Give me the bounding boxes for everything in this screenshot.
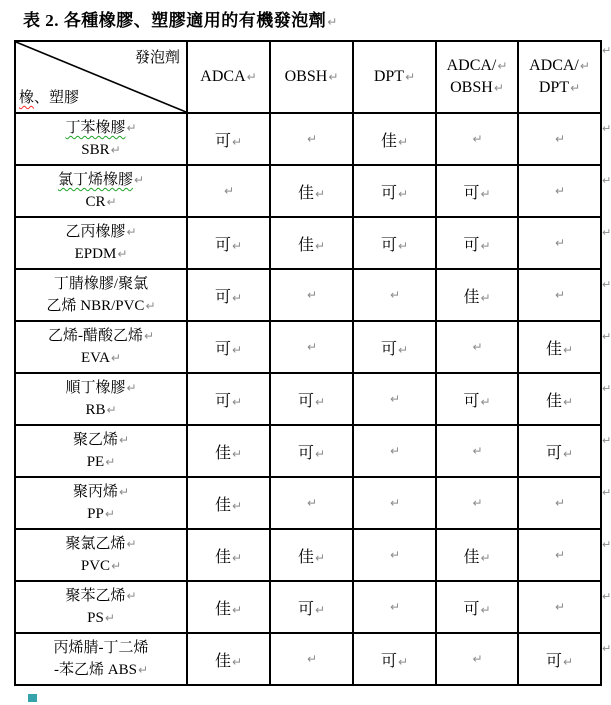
text-line bbox=[16, 481, 186, 503]
text-line-content: 聚苯乙烯 bbox=[65, 588, 126, 604]
suitability-value: 佳 bbox=[214, 444, 231, 462]
text-line bbox=[519, 77, 600, 99]
paragraph-mark: ↵ bbox=[480, 394, 491, 409]
suitability-cell bbox=[436, 269, 518, 321]
paragraph-mark: ↵ bbox=[554, 496, 566, 510]
paragraph-mark: ↵ bbox=[106, 195, 117, 209]
paragraph-mark: ↵ bbox=[306, 652, 318, 666]
suitability-cell bbox=[187, 217, 270, 269]
suitability-value: 可 bbox=[214, 288, 231, 306]
suitability-value: 佳 bbox=[297, 548, 314, 566]
suitability-cell bbox=[353, 165, 436, 217]
row-end-mark: ↵ bbox=[602, 642, 611, 655]
suitability-cell bbox=[518, 217, 601, 269]
table-row bbox=[15, 477, 601, 529]
suitability-cell bbox=[187, 113, 270, 165]
suitability-cell bbox=[436, 477, 518, 529]
paragraph-mark: ↵ bbox=[314, 602, 326, 617]
suitability-cell bbox=[436, 529, 518, 581]
paragraph-mark: ↵ bbox=[314, 238, 326, 253]
text-line-content: PVC bbox=[80, 558, 111, 574]
paragraph-mark: ↵ bbox=[133, 173, 145, 187]
paragraph-mark: ↵ bbox=[231, 394, 243, 409]
paragraph-mark: ↵ bbox=[126, 225, 137, 239]
paragraph-mark: ↵ bbox=[389, 392, 401, 406]
paragraph-mark: ↵ bbox=[231, 498, 243, 513]
text-line-content: 丙烯腈-丁二烯 bbox=[53, 640, 149, 656]
paragraph-mark: ↵ bbox=[118, 433, 130, 447]
material-name-cell bbox=[15, 529, 187, 581]
suitability-cell bbox=[436, 321, 518, 373]
material-name-cell bbox=[15, 633, 187, 685]
suitability-value: 佳 bbox=[214, 548, 231, 566]
table-row bbox=[15, 321, 601, 373]
header-row bbox=[15, 41, 601, 113]
table-row bbox=[15, 633, 601, 685]
paragraph-mark: ↵ bbox=[306, 340, 318, 354]
suitability-cell bbox=[518, 633, 601, 685]
suitability-cell bbox=[518, 113, 601, 165]
suitability-value: 可 bbox=[463, 184, 480, 202]
paragraph-mark: ↵ bbox=[480, 550, 491, 565]
suitability-cell bbox=[518, 529, 601, 581]
column-header-cell bbox=[187, 41, 270, 113]
suitability-value: 佳 bbox=[214, 600, 231, 618]
suitability-value: 可 bbox=[380, 340, 397, 358]
paragraph-mark: ↵ bbox=[306, 496, 318, 510]
paragraph-mark: ↵ bbox=[145, 299, 156, 313]
suitability-cell bbox=[270, 581, 353, 633]
corner-label-rubber-plastic bbox=[19, 86, 80, 107]
table-row bbox=[15, 113, 601, 165]
material-name-cell bbox=[15, 321, 187, 373]
suitability-value: 佳 bbox=[463, 288, 480, 306]
paragraph-mark: ↵ bbox=[104, 507, 115, 521]
suitability-value: 佳 bbox=[545, 340, 562, 358]
suitability-cell bbox=[518, 321, 601, 373]
text-line-content: OBSH bbox=[284, 68, 328, 85]
suitability-cell bbox=[270, 373, 353, 425]
suitability-cell bbox=[353, 321, 436, 373]
table-row bbox=[15, 425, 601, 477]
text-line-content: ADCA/ bbox=[529, 57, 579, 74]
column-header-cell bbox=[436, 41, 518, 113]
suitability-cell bbox=[436, 633, 518, 685]
suitability-value: 佳 bbox=[297, 184, 314, 202]
suitability-cell bbox=[187, 633, 270, 685]
paragraph-mark: ↵ bbox=[480, 290, 491, 305]
suitability-cell bbox=[270, 217, 353, 269]
paragraph-mark: ↵ bbox=[493, 81, 504, 95]
suitability-cell bbox=[353, 113, 436, 165]
paragraph-mark: ↵ bbox=[111, 559, 122, 573]
suitability-value: 可 bbox=[463, 236, 480, 254]
suitability-cell bbox=[518, 373, 601, 425]
suitability-cell bbox=[518, 165, 601, 217]
text-line-content: DPT bbox=[538, 79, 570, 96]
text-line-content: OBSH bbox=[450, 79, 493, 96]
paragraph-mark: ↵ bbox=[472, 652, 483, 666]
suitability-cell bbox=[270, 113, 353, 165]
suitability-cell bbox=[187, 373, 270, 425]
text-line-content: 丁腈橡膠/聚氯 bbox=[53, 276, 149, 292]
paragraph-mark: ↵ bbox=[562, 654, 574, 669]
suitability-cell bbox=[187, 581, 270, 633]
paragraph-mark: ↵ bbox=[397, 654, 409, 669]
suitability-value: 可 bbox=[463, 392, 480, 410]
suitability-value: 可 bbox=[380, 236, 397, 254]
text-line bbox=[16, 139, 186, 161]
material-name-cell bbox=[15, 269, 187, 321]
suitability-value: 可 bbox=[297, 392, 314, 410]
paragraph-mark: ↵ bbox=[126, 537, 137, 551]
text-line-content: DPT bbox=[373, 68, 405, 85]
paragraph-mark: ↵ bbox=[314, 550, 326, 565]
text-line bbox=[16, 585, 186, 607]
table-row bbox=[15, 269, 601, 321]
material-name-cell bbox=[15, 373, 187, 425]
paragraph-mark: ↵ bbox=[231, 602, 243, 617]
material-name-cell bbox=[15, 477, 187, 529]
text-line-content: PE bbox=[86, 454, 105, 470]
suitability-value: 佳 bbox=[297, 236, 314, 254]
suitability-value: 可 bbox=[545, 652, 562, 670]
suitability-cell bbox=[270, 633, 353, 685]
text-line-content: 乙丙橡膠 bbox=[65, 224, 126, 240]
column-header-cell bbox=[518, 41, 601, 113]
material-name-cell bbox=[15, 113, 187, 165]
text-line bbox=[354, 66, 435, 88]
column-header-cell bbox=[270, 41, 353, 113]
paragraph-mark: ↵ bbox=[126, 381, 137, 395]
suitability-value: 可 bbox=[380, 652, 397, 670]
row-end-mark: ↵ bbox=[602, 44, 611, 57]
suitability-cell bbox=[270, 529, 353, 581]
text-line-content: SBR bbox=[81, 142, 110, 158]
paragraph-mark: ↵ bbox=[472, 132, 483, 146]
suitability-value: 佳 bbox=[214, 652, 231, 670]
row-end-mark: ↵ bbox=[602, 434, 611, 447]
column-header-cell bbox=[353, 41, 436, 113]
paragraph-mark: ↵ bbox=[472, 496, 483, 510]
paragraph-mark: ↵ bbox=[397, 342, 409, 357]
row-end-mark: ↵ bbox=[602, 330, 611, 343]
suitability-value: 可 bbox=[214, 236, 231, 254]
text-line-content: 聚乙烯 bbox=[72, 432, 118, 448]
suitability-cell bbox=[270, 477, 353, 529]
suitability-cell bbox=[187, 477, 270, 529]
paragraph-mark: ↵ bbox=[143, 329, 155, 343]
text-line bbox=[16, 273, 186, 295]
text-line-content: CR bbox=[85, 194, 106, 210]
material-name-cell bbox=[15, 581, 187, 633]
material-name-cell bbox=[15, 165, 187, 217]
material-name-cell bbox=[15, 217, 187, 269]
suitability-cell bbox=[353, 373, 436, 425]
paragraph-mark: ↵ bbox=[246, 70, 257, 84]
row-end-mark: ↵ bbox=[602, 382, 611, 395]
paragraph-mark: ↵ bbox=[104, 611, 115, 625]
row-end-mark: ↵ bbox=[602, 122, 611, 135]
text-line bbox=[16, 533, 186, 555]
row-end-mark: ↵ bbox=[602, 278, 611, 291]
suitability-cell bbox=[436, 165, 518, 217]
text-line-content: ADCA/ bbox=[446, 57, 497, 74]
corner-top-text: 發泡劑 bbox=[134, 50, 180, 66]
text-line bbox=[16, 451, 186, 473]
row-end-mark: ↵ bbox=[602, 174, 611, 187]
paragraph-mark: ↵ bbox=[231, 238, 243, 253]
paragraph-mark: ↵ bbox=[472, 444, 483, 458]
text-line-content: EVA bbox=[81, 350, 110, 366]
text-line bbox=[16, 399, 186, 421]
paragraph-mark: ↵ bbox=[562, 342, 574, 357]
text-line-content: PP bbox=[87, 506, 104, 522]
suitability-value: 佳 bbox=[380, 132, 397, 150]
suitability-value: 可 bbox=[214, 132, 231, 150]
suitability-cell bbox=[436, 373, 518, 425]
text-line-content: 乙烯 NBR/PVC bbox=[46, 298, 145, 314]
paragraph-mark: ↵ bbox=[314, 394, 326, 409]
paragraph-mark: ↵ bbox=[231, 290, 243, 305]
paragraph-mark: ↵ bbox=[554, 288, 566, 302]
corner-label-foaming-agent bbox=[135, 46, 181, 67]
paragraph-mark: ↵ bbox=[554, 600, 566, 614]
paragraph-mark: ↵ bbox=[480, 238, 491, 253]
table-row bbox=[15, 529, 601, 581]
suitability-cell bbox=[518, 269, 601, 321]
text-line-content: PS bbox=[87, 610, 104, 626]
paragraph-mark: ↵ bbox=[110, 143, 121, 157]
suitability-value: 可 bbox=[297, 444, 314, 462]
foaming-agent-table bbox=[14, 40, 602, 686]
text-line bbox=[16, 637, 186, 659]
suitability-cell bbox=[436, 425, 518, 477]
suitability-cell bbox=[353, 269, 436, 321]
paragraph-mark: ↵ bbox=[137, 663, 148, 677]
text-line bbox=[16, 169, 186, 191]
table-row bbox=[15, 165, 601, 217]
suitability-cell bbox=[187, 269, 270, 321]
paragraph-mark: ↵ bbox=[570, 81, 581, 95]
table-body bbox=[15, 113, 601, 685]
paragraph-mark: ↵ bbox=[562, 446, 574, 461]
suitability-cell bbox=[436, 113, 518, 165]
corner-bottom-first-char: 橡 bbox=[19, 90, 35, 106]
text-line bbox=[16, 503, 186, 525]
paragraph-mark: ↵ bbox=[314, 186, 326, 201]
suitability-cell bbox=[518, 425, 601, 477]
suitability-value: 可 bbox=[545, 444, 562, 462]
suitability-cell bbox=[187, 529, 270, 581]
text-line-content: 乙烯-醋酸乙烯 bbox=[47, 328, 143, 344]
suitability-cell bbox=[436, 581, 518, 633]
suitability-cell bbox=[353, 425, 436, 477]
paragraph-mark: ↵ bbox=[328, 70, 339, 84]
suitability-cell bbox=[353, 633, 436, 685]
paragraph-mark: ↵ bbox=[480, 186, 491, 201]
suitability-cell bbox=[270, 165, 353, 217]
text-line bbox=[16, 377, 186, 399]
paragraph-mark: ↵ bbox=[231, 654, 243, 669]
text-line bbox=[271, 66, 352, 88]
text-line-content: RB bbox=[85, 402, 106, 418]
suitability-value: 佳 bbox=[214, 496, 231, 514]
suitability-cell bbox=[270, 269, 353, 321]
row-end-mark: ↵ bbox=[602, 538, 611, 551]
suitability-cell bbox=[187, 321, 270, 373]
text-line-content: ADCA bbox=[200, 68, 246, 85]
table-row bbox=[15, 581, 601, 633]
text-line-content: 丁苯橡膠 bbox=[65, 120, 126, 136]
suitability-value: 可 bbox=[463, 600, 480, 618]
material-name-cell bbox=[15, 425, 187, 477]
table-row bbox=[15, 373, 601, 425]
object-anchor-square bbox=[28, 694, 37, 702]
text-line bbox=[16, 429, 186, 451]
corner-bottom-rest: 、塑膠 bbox=[34, 90, 80, 106]
paragraph-mark: ↵ bbox=[405, 70, 416, 84]
text-line bbox=[519, 55, 600, 77]
paragraph-mark: ↵ bbox=[306, 288, 318, 302]
paragraph-mark: ↵ bbox=[126, 121, 137, 135]
paragraph-mark: ↵ bbox=[314, 446, 326, 461]
paragraph-mark: ↵ bbox=[472, 340, 483, 354]
row-end-mark: ↵ bbox=[602, 226, 611, 239]
paragraph-mark: ↵ bbox=[554, 132, 566, 146]
suitability-value: 可 bbox=[297, 600, 314, 618]
text-line bbox=[16, 325, 186, 347]
suitability-cell bbox=[353, 529, 436, 581]
text-line bbox=[16, 347, 186, 369]
text-line bbox=[16, 191, 186, 213]
paragraph-mark: ↵ bbox=[327, 15, 338, 29]
text-line bbox=[16, 555, 186, 577]
paragraph-mark: ↵ bbox=[231, 446, 243, 461]
suitability-cell bbox=[270, 425, 353, 477]
suitability-cell bbox=[353, 217, 436, 269]
text-line bbox=[437, 77, 517, 99]
paragraph-mark: ↵ bbox=[397, 238, 409, 253]
paragraph-mark: ↵ bbox=[480, 602, 491, 617]
paragraph-mark: ↵ bbox=[306, 132, 318, 146]
text-line bbox=[16, 659, 186, 681]
text-line bbox=[188, 66, 269, 88]
table-caption bbox=[23, 6, 338, 31]
suitability-cell bbox=[187, 425, 270, 477]
paragraph-mark: ↵ bbox=[106, 403, 117, 417]
table-row bbox=[15, 217, 601, 269]
paragraph-mark: ↵ bbox=[231, 550, 243, 565]
suitability-value: 佳 bbox=[463, 548, 480, 566]
paragraph-mark: ↵ bbox=[497, 59, 508, 73]
paragraph-mark: ↵ bbox=[223, 184, 235, 198]
paragraph-mark: ↵ bbox=[389, 548, 401, 562]
row-end-mark: ↵ bbox=[602, 590, 611, 603]
paragraph-mark: ↵ bbox=[117, 247, 128, 261]
corner-cell bbox=[15, 41, 187, 113]
text-line bbox=[16, 295, 186, 317]
suitability-cell bbox=[270, 321, 353, 373]
text-line-content: 聚氯乙烯 bbox=[65, 536, 126, 552]
paragraph-mark: ↵ bbox=[397, 186, 409, 201]
text-line bbox=[16, 117, 186, 139]
paragraph-mark: ↵ bbox=[579, 59, 590, 73]
text-line-content: 順丁橡膠 bbox=[65, 380, 126, 396]
table-caption-text: 表 2. 各種橡膠、塑膠適用的有機發泡劑 bbox=[23, 11, 327, 30]
paragraph-mark: ↵ bbox=[231, 134, 243, 149]
paragraph-mark: ↵ bbox=[105, 455, 116, 469]
paragraph-mark: ↵ bbox=[231, 342, 243, 357]
paragraph-mark: ↵ bbox=[554, 184, 566, 198]
paragraph-mark: ↵ bbox=[554, 548, 566, 562]
suitability-cell bbox=[353, 477, 436, 529]
text-line bbox=[16, 607, 186, 629]
suitability-value: 可 bbox=[380, 184, 397, 202]
suitability-cell bbox=[436, 217, 518, 269]
paragraph-mark: ↵ bbox=[389, 444, 401, 458]
suitability-cell bbox=[187, 165, 270, 217]
paragraph-mark: ↵ bbox=[126, 589, 137, 603]
paragraph-mark: ↵ bbox=[554, 236, 566, 250]
row-end-mark: ↵ bbox=[602, 486, 611, 499]
suitability-value: 佳 bbox=[545, 392, 562, 410]
suitability-cell bbox=[353, 581, 436, 633]
suitability-value: 可 bbox=[214, 340, 231, 358]
text-line bbox=[16, 243, 186, 265]
text-line-content: EPDM bbox=[74, 246, 117, 262]
text-line-content: -苯乙烯 ABS bbox=[54, 662, 137, 678]
text-line bbox=[16, 221, 186, 243]
suitability-cell bbox=[518, 477, 601, 529]
paragraph-mark: ↵ bbox=[110, 351, 121, 365]
text-line-content: 氯丁烯橡膠 bbox=[57, 172, 133, 188]
paragraph-mark: ↵ bbox=[562, 394, 574, 409]
paragraph-mark: ↵ bbox=[389, 496, 401, 510]
paragraph-mark: ↵ bbox=[389, 288, 401, 302]
paragraph-mark: ↵ bbox=[397, 134, 409, 149]
suitability-cell bbox=[518, 581, 601, 633]
text-line bbox=[437, 55, 517, 77]
suitability-value: 可 bbox=[214, 392, 231, 410]
text-line-content: 聚丙烯 bbox=[72, 484, 118, 500]
paragraph-mark: ↵ bbox=[389, 600, 401, 614]
paragraph-mark: ↵ bbox=[118, 485, 130, 499]
